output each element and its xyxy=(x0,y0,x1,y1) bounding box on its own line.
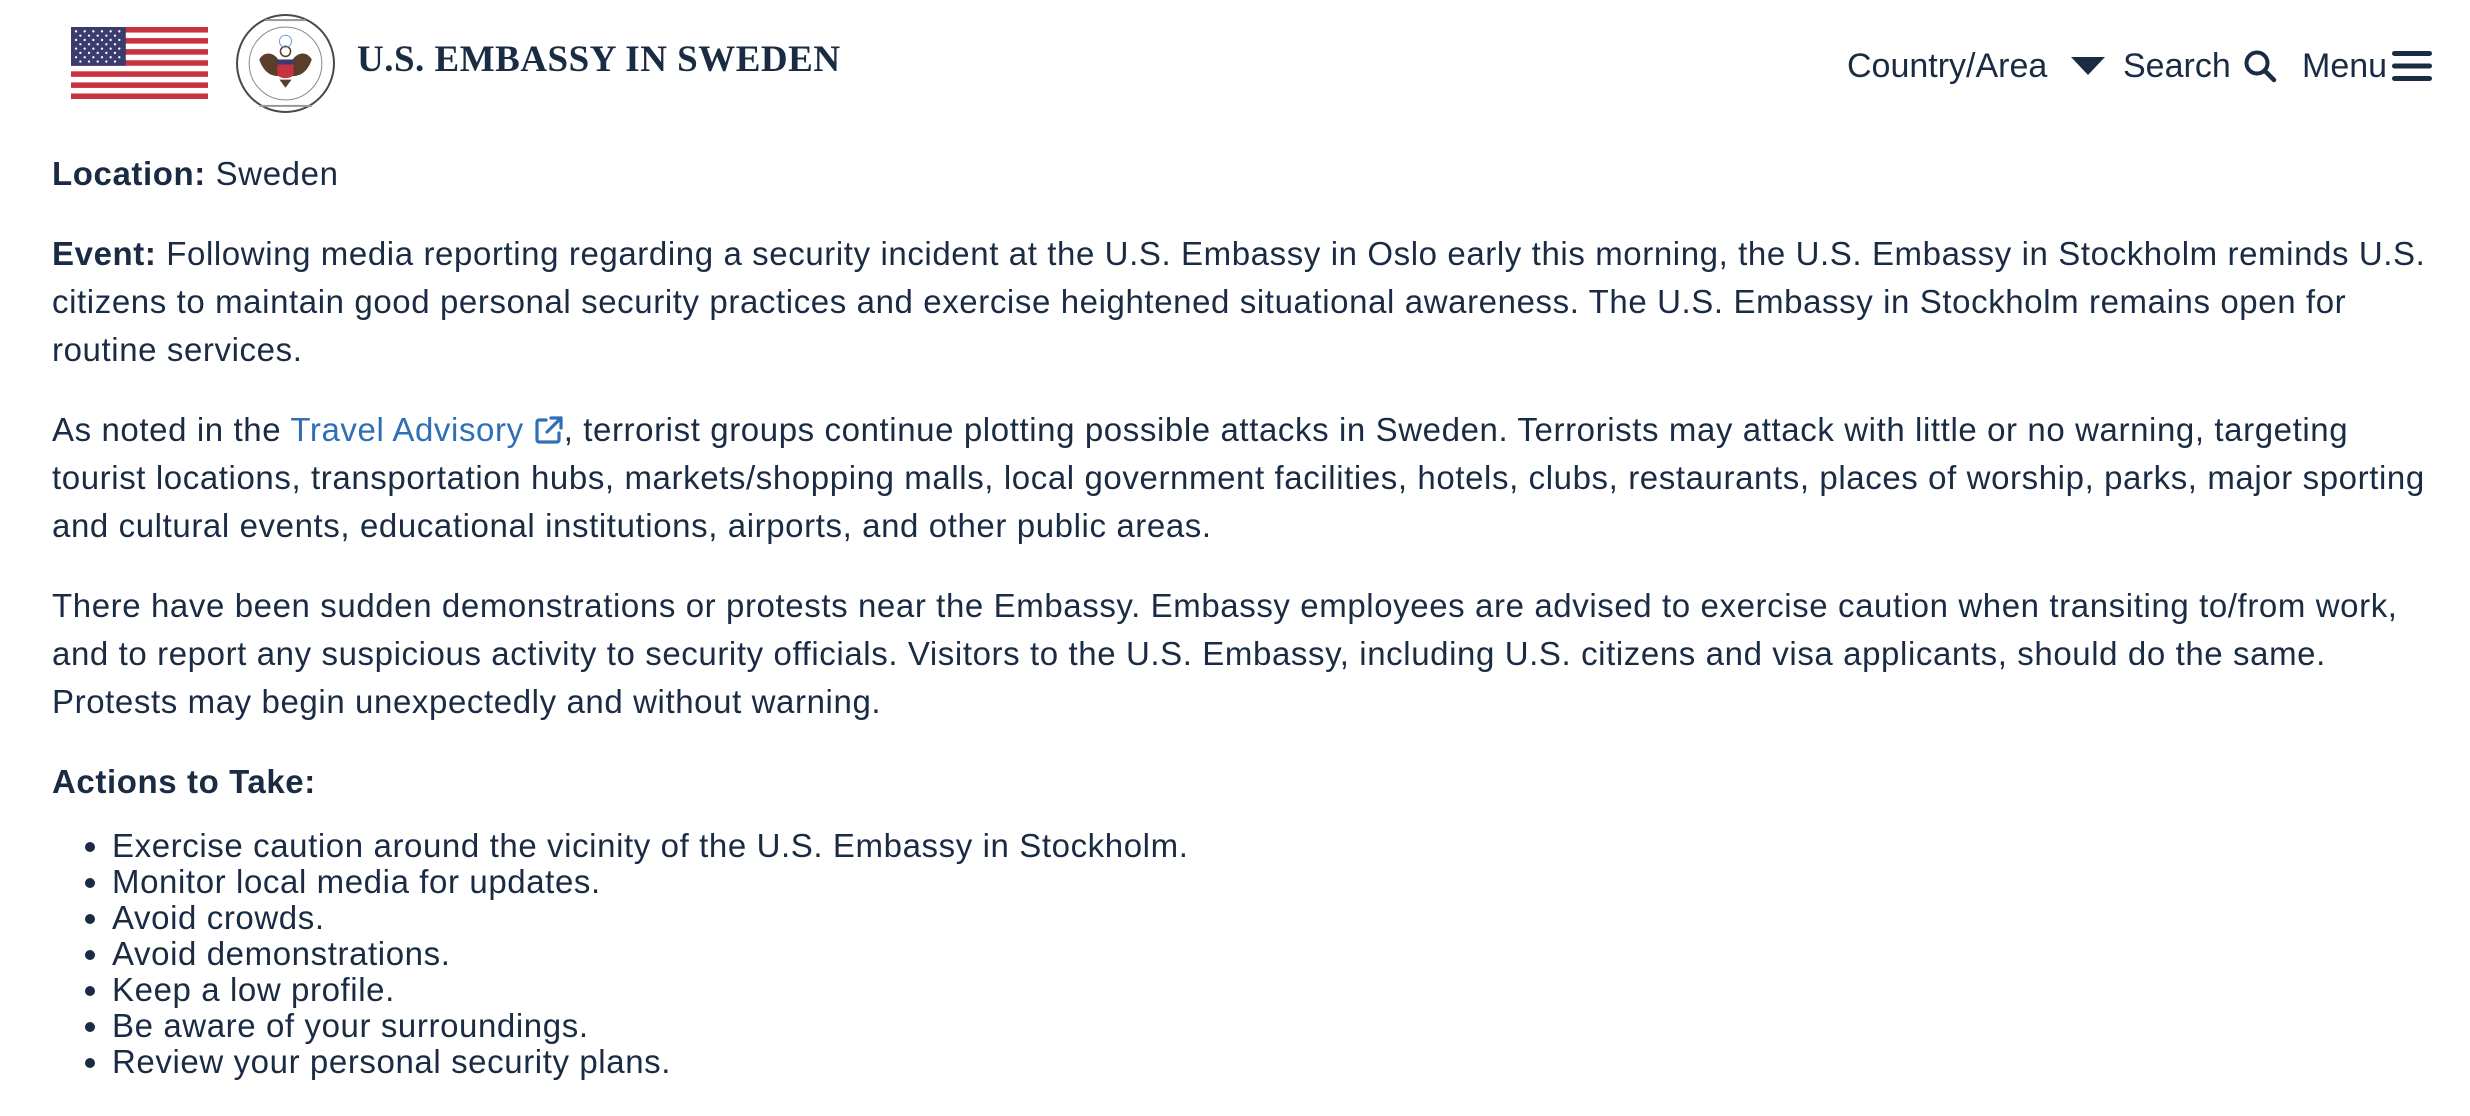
caret-down-icon xyxy=(2069,55,2107,77)
advisory-prefix: As noted in the xyxy=(52,411,282,448)
embassy-seal-icon[interactable] xyxy=(235,13,336,114)
menu-label: Menu xyxy=(2302,46,2388,85)
list-item: • Monitor local media for updates. xyxy=(112,864,2432,900)
event-text: Following media reporting regarding a security incident at the U.S. Embassy in Oslo early this morning, the U.S. Embassy in Stockholm reminds U.S. citizens to maintain good personal security practices and exercise heightened situational awareness. The U.S. Embassy in Stockholm remains open for routine services. xyxy=(52,235,2426,368)
search-button[interactable] xyxy=(2123,44,2277,88)
country-area-label: Country/Area xyxy=(1847,46,2048,85)
event-paragraph xyxy=(52,230,2432,374)
actions-heading-label: Actions to Take: xyxy=(52,763,316,800)
list-item: • Review your personal security plans. xyxy=(112,1044,2432,1080)
list-item: • Keep a low profile. xyxy=(112,972,2432,1008)
location-value: Sweden xyxy=(215,155,339,192)
menu-button[interactable] xyxy=(2302,44,2433,88)
travel-advisory-link[interactable] xyxy=(290,411,563,448)
search-icon xyxy=(2243,49,2277,83)
alert-content xyxy=(52,150,2432,1080)
location-paragraph xyxy=(52,150,2432,198)
country-area-dropdown[interactable] xyxy=(1847,44,2107,88)
location-label: Location: xyxy=(52,155,206,192)
us-flag-icon[interactable] xyxy=(71,27,208,99)
demonstrations-paragraph: There have been sudden demonstrations or protests near the Embassy. Embassy employees are advised to exercise caution when transiting to/from work, and to report any suspicious activity to security officials. Visitors to the U.S. Embassy, including U.S. citizens and visa applicants, should do the same. Protests may begin unexpectedly and without warning. xyxy=(52,587,2398,720)
actions-list xyxy=(52,828,2432,1080)
actions-heading xyxy=(52,758,2432,806)
advisory-suffix: , terrorist groups continue plotting possible attacks in Sweden. Terrorists may attack with little or no warning, targeting tourist locations, transportation hubs, markets/shopping malls, local government facilities, hotels, clubs, restaurants, places of worship, parks, major sporting and cultural events, educational institutions, airports, and other public areas. xyxy=(52,411,2425,544)
search-label: Search xyxy=(2123,46,2231,85)
list-item: • Avoid crowds. xyxy=(112,900,2432,936)
site-title[interactable]: U.S. EMBASSY IN SWEDEN xyxy=(357,39,841,80)
list-item: • Avoid demonstrations. xyxy=(112,936,2432,972)
event-label: Event: xyxy=(52,235,157,272)
list-item: • Be aware of your surroundings. xyxy=(112,1008,2432,1044)
external-link-icon xyxy=(534,415,564,445)
hamburger-icon xyxy=(2391,49,2433,83)
advisory-paragraph xyxy=(52,406,2432,550)
list-item: • Exercise caution around the vicinity of the U.S. Embassy in Stockholm. xyxy=(112,828,2432,864)
site-header xyxy=(0,0,2470,128)
travel-advisory-link-label: Travel Advisory xyxy=(290,411,524,448)
